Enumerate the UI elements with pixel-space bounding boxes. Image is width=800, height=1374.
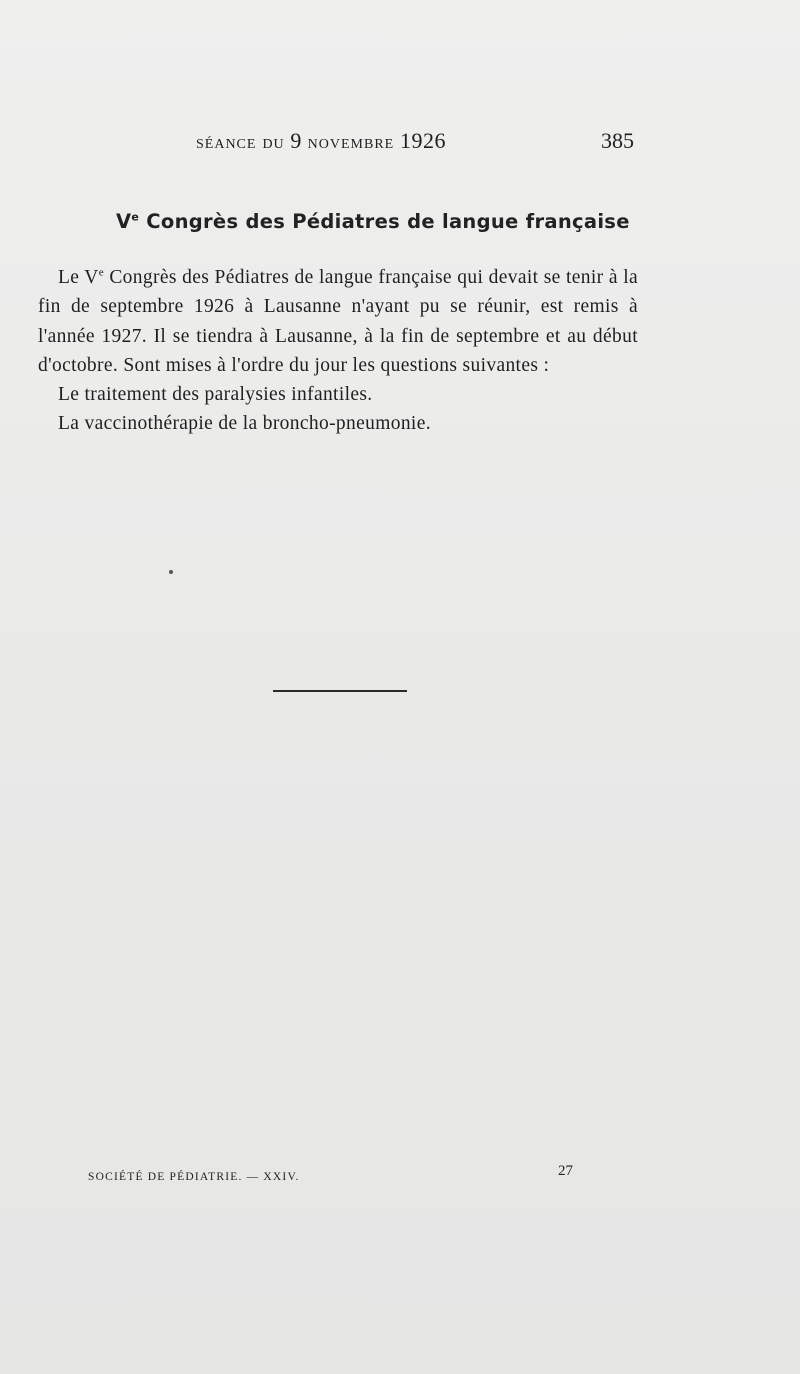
- paragraph-sup: e: [98, 266, 104, 279]
- section-title: [116, 210, 630, 233]
- paragraph-rest: Congrès des Pédiatres de langue française qui devait se tenir à la fin de septembre 1926 à Lausanne n'ayant pu se réunir, est remis à l'année 1927. Il se tiendra à Lausanne, à la fin de septembre et au début d'octobre. Sont mises à l'ordre du jour les questions suivantes :: [38, 267, 638, 376]
- footer-signature: SOCIÉTÉ DE PÉDIATRIE. — XXIV.: [88, 1171, 300, 1183]
- paragraph-start: Le V: [58, 267, 99, 288]
- running-head-year: 1926: [399, 128, 446, 153]
- page-number: 385: [601, 128, 634, 153]
- section-divider: [273, 690, 407, 692]
- ink-speck: [169, 570, 173, 574]
- section-title-prefix: V: [116, 210, 132, 233]
- list-item: La vaccinothérapie de la broncho-pneumonie.: [58, 413, 431, 435]
- running-head-month: novembre: [307, 131, 395, 153]
- section-title-rest: Congrès des Pédiatres de langue française: [139, 210, 630, 233]
- running-head-prefix: séance du: [196, 131, 285, 153]
- list-item: Le traitement des paralysies infantiles.: [58, 384, 373, 406]
- section-title-sup: e: [131, 210, 140, 224]
- body-paragraph: [38, 263, 638, 380]
- footer-sheet-number: 27: [558, 1163, 573, 1179]
- running-head-day: 9: [290, 128, 302, 153]
- running-head: [196, 128, 446, 154]
- body-text: [38, 263, 638, 439]
